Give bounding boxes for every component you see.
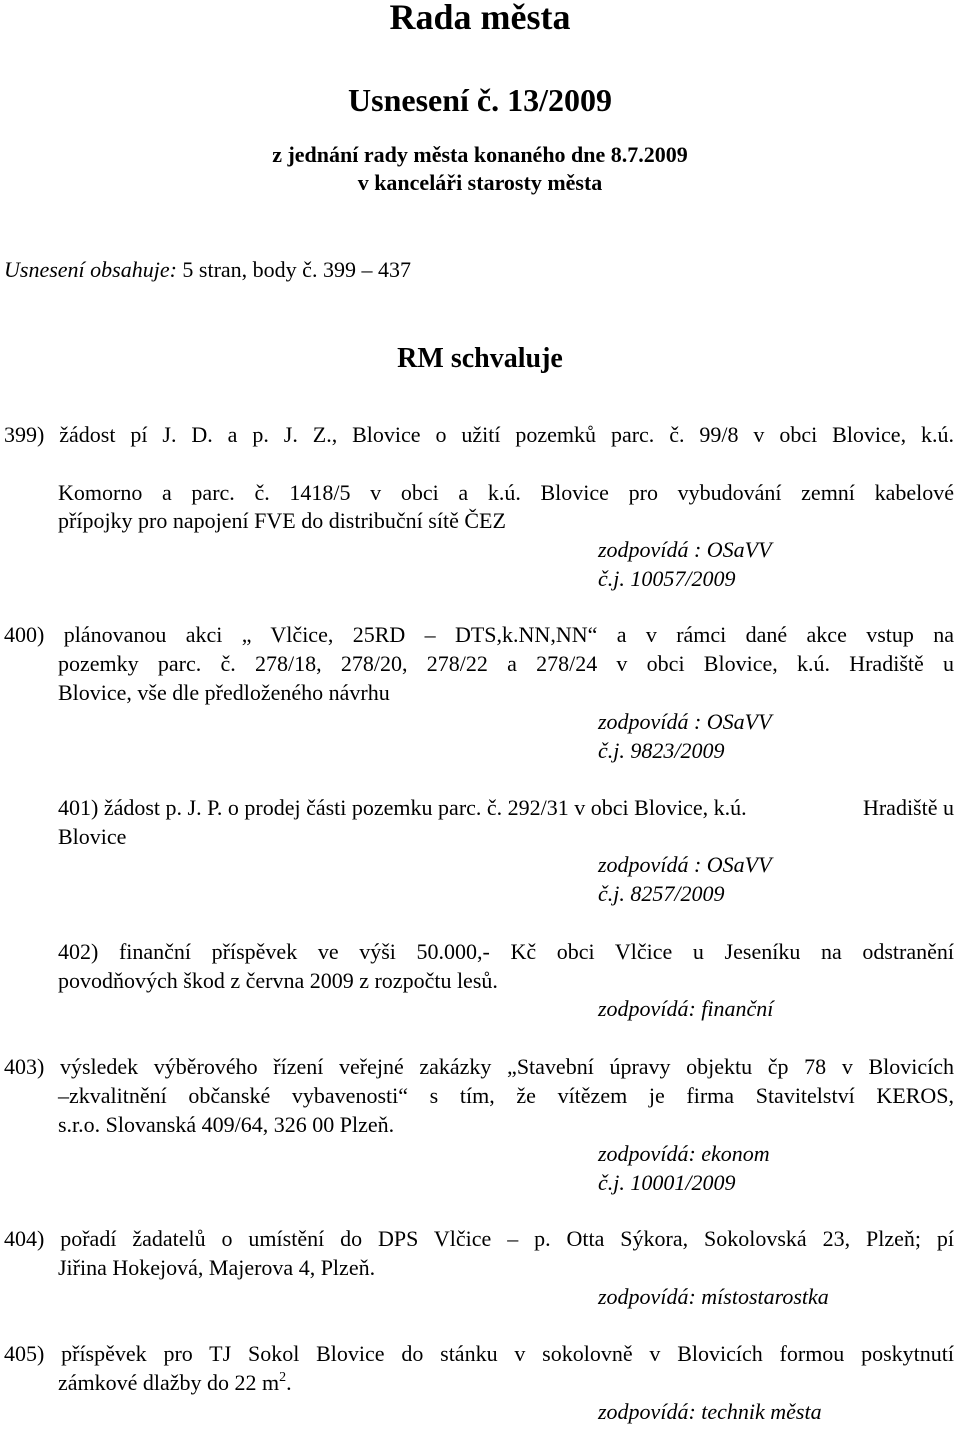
item-text-line: 399) žádost pí J. D. a p. J. Z., Blovice o užití pozemků parc. č. 99/8 v obci Blovice, k.ú. <box>4 422 954 447</box>
item-text-line: s.r.o. Slovanská 409/64, 326 00 Plzeň. <box>58 1112 395 1137</box>
responsible-label: zodpovídá: místostarostka <box>598 1284 829 1309</box>
item-text-line: Blovice <box>58 824 127 849</box>
reference-number: č.j. 10001/2009 <box>598 1170 736 1195</box>
item-text-line: 404) pořadí žadatelů o umístění do DPS Vlčice – p. Otta Sýkora, Sokolovská 23, Plzeň; pí <box>4 1226 954 1251</box>
meeting-location-line: v kanceláři starosty města <box>357 170 603 195</box>
item-text-line: přípojky pro napojení FVE do distribuční sítě ČEZ <box>58 508 506 533</box>
item-text-line: 400) plánovanou akci „ Vlčice, 25RD – DTS,k.NN,NN“ a v rámci dané akce vstup na <box>4 622 954 647</box>
summary-value: 5 stran, body č. 399 – 437 <box>176 257 411 282</box>
responsible-label: zodpovídá : OSaVV <box>598 852 772 877</box>
responsible-label: zodpovídá: technik města <box>598 1399 822 1424</box>
item-text-line: Komorno a parc. č. 1418/5 v obci a k.ú. Blovice pro vybudování zemní kabelové <box>58 480 954 505</box>
summary-line <box>4 257 411 283</box>
resolution-number: Usnesení č. 13/2009 <box>348 82 612 118</box>
item-text-line: Blovice, vše dle předloženého návrhu <box>58 680 390 705</box>
council-title: Rada města <box>389 0 571 37</box>
item-text-line: –zkvalitnění občanské vybavenosti“ s tím, že vítězem je firma Stavitelství KEROS, <box>58 1083 954 1108</box>
item-text-line: 401) žádost p. J. P. o prodej části pozemku parc. č. 292/31 v obci Blovice, k.ú. <box>58 795 747 820</box>
responsible-label: zodpovídá: finanční <box>598 996 774 1021</box>
item-text-fragment: zámkové dlažby do 22 m <box>58 1370 280 1395</box>
responsible-label: zodpovídá : OSaVV <box>598 709 772 734</box>
item-text-line: povodňových škod z června 2009 z rozpočtu lesů. <box>58 968 498 993</box>
superscript-exponent: 2 <box>279 1370 287 1385</box>
reference-number: č.j. 10057/2009 <box>598 566 736 591</box>
meeting-date-line: z jednání rady města konaného dne 8.7.2009 <box>272 142 688 167</box>
reference-number: č.j. 8257/2009 <box>598 881 725 906</box>
summary-label: Usnesení obsahuje: <box>4 257 177 282</box>
item-text-line: Hradiště u <box>862 795 954 820</box>
item-text-line: Jiřina Hokejová, Majerova 4, Plzeň. <box>58 1255 376 1280</box>
responsible-label: zodpovídá: ekonom <box>598 1141 770 1166</box>
item-text-line <box>58 1370 292 1396</box>
item-text-line: 405) příspěvek pro TJ Sokol Blovice do stánku v sokolovně v Blovicích formou poskytnutí <box>4 1341 954 1366</box>
item-text-fragment: . <box>286 1370 292 1395</box>
item-text-line: 403) výsledek výběrového řízení veřejné zakázky „Stavební úpravy objektu čp 78 v Blovicích <box>4 1054 954 1079</box>
responsible-label: zodpovídá : OSaVV <box>598 537 772 562</box>
item-text-line: 402) finanční příspěvek ve výši 50.000,- Kč obci Vlčice u Jeseníku na odstranění <box>58 939 954 964</box>
item-text-line: pozemky parc. č. 278/18, 278/20, 278/22 a 278/24 v obci Blovice, k.ú. Hradiště u <box>58 651 954 676</box>
section-heading: RM schvaluje <box>397 343 563 374</box>
reference-number: č.j. 9823/2009 <box>598 738 725 763</box>
